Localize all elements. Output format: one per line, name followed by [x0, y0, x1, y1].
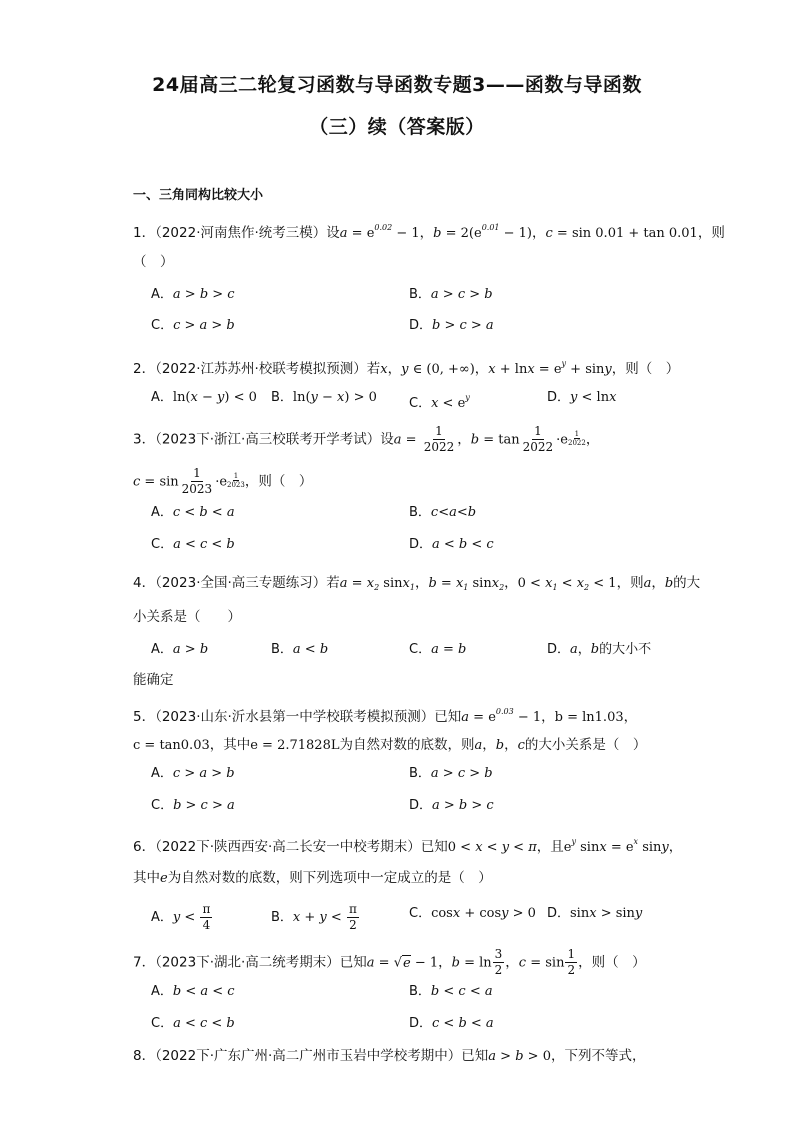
q3-option-c[interactable]: C．a < c < b: [151, 537, 235, 552]
q4-option-d[interactable]: D．a，b的大小不: [547, 642, 652, 657]
section-heading: 一、三角同构比较大小: [133, 188, 264, 203]
q7-option-c[interactable]: C．a < c < b: [151, 1016, 235, 1031]
q6-option-c[interactable]: C．cosx + cosy > 0: [409, 906, 536, 921]
q5-option-c[interactable]: C．b > c > a: [151, 798, 235, 813]
question-2: 2．（2022·江苏苏州·校联考模拟预测）若x，y ∈ (0, +∞)，$x + \ln x = e^y + \sin y$，则（ ）: [133, 359, 680, 377]
q4-option-b[interactable]: B．a < b: [271, 642, 329, 657]
q4-option-a[interactable]: A．a > b: [151, 642, 209, 657]
q1-option-a[interactable]: A．a > b > c: [151, 287, 235, 302]
page-subtitle: （三）续（答案版）: [309, 116, 485, 138]
q1-option-c[interactable]: C．c > a > b: [151, 318, 235, 333]
q3-option-d[interactable]: D．a < b < c: [409, 537, 494, 552]
q6-option-b[interactable]: B．x + y < $\frac{\pi}{2}$: [271, 902, 357, 932]
q1-option-b[interactable]: B．a > c > b: [409, 287, 493, 302]
q5-option-a[interactable]: A．c > a > b: [151, 766, 235, 781]
q6-option-a[interactable]: A．y < $\frac{\pi}{4}$: [151, 902, 211, 932]
question-8: 8．（2022下·广东广州·高二广州市玉岩中学校考期中）已知a > b > 0，下列不等式，: [133, 1048, 646, 1064]
q7-option-a[interactable]: A．b < a < c: [151, 984, 235, 999]
q2-option-d[interactable]: D．y < lnx: [547, 390, 617, 405]
question-6: 6．（2022下·陕西西安·高二长安一中校考期末）已知0 < x < y < π，且$e^y$ $\sin x = e^x$ siny，: [133, 837, 683, 855]
question-1-paren: （ ）: [133, 254, 174, 270]
question-5-line2: c = tan0.03，其中e = 2.71828L为自然对数的底数，则a，b，c的大小关系是（ ）: [133, 737, 647, 753]
question-7: 7．（2023下·湖北·高二统考期末）已知a = √e − 1，b = ln $\frac{3}{2}$ ，c = sin $\frac{1}{2}$ ，则（ ）: [133, 947, 646, 977]
q3-option-a[interactable]: A．c < b < a: [151, 505, 235, 520]
q2-option-c[interactable]: C．$x < e^y$: [409, 393, 470, 411]
question-3-line2: c = sin $\frac{1}{2023}$ ·e $\frac{1}{2023}$ ，则（ ）: [133, 466, 313, 496]
question-4-line2: 小关系是（ ）: [133, 609, 241, 625]
q2-option-b[interactable]: B．ln(y − x) > 0: [271, 390, 377, 405]
q6-option-d[interactable]: D．sinx > siny: [547, 906, 643, 921]
q3-option-b[interactable]: B．c<a<b: [409, 505, 477, 520]
q4-option-d-line2: 能确定: [133, 672, 174, 688]
q7-option-b[interactable]: B．b < c < a: [409, 984, 493, 999]
q5-option-d[interactable]: D．a > b > c: [409, 798, 494, 813]
q5-option-b[interactable]: B．a > c > b: [409, 766, 493, 781]
q1-option-d[interactable]: D．b > c > a: [409, 318, 494, 333]
question-1: 1．（2022·河南焦作·统考三模）设$a = e^{0.02} - 1$，$b = 2(e^{0.01} - 1)$，c = sin 0.01 + tan 0.01，则: [133, 223, 725, 241]
question-4: 4．（2023·全国·高三专题练习）若$a = x_2$ sinx$_1$，$b = x_1$ sinx$_2$，$0 < x_1 < x_2 < 1$，则a，b的大: [133, 575, 701, 592]
q4-option-c[interactable]: C．a = b: [409, 642, 467, 657]
question-5: 5．（2023·山东·沂水县第一中学校联考模拟预测）已知$a = e^{0.03} - 1$，b = ln1.03，: [133, 707, 638, 725]
q7-option-d[interactable]: D．c < b < a: [409, 1016, 494, 1031]
question-6-line2: 其中e为自然对数的底数，则下列选项中一定成立的是（ ）: [133, 870, 492, 886]
q2-option-a[interactable]: A．ln(x − y) < 0: [151, 390, 257, 405]
question-3: 3．（2023下·浙江·高三校联考开学考试）设a = $\frac{1}{2022}$ ，b = tan $\frac{1}{2022}$ ·e $\frac{1}{2022}$ ，: [133, 424, 600, 454]
page-title: 24届高三二轮复习函数与导函数专题3——函数与导函数: [152, 74, 642, 96]
